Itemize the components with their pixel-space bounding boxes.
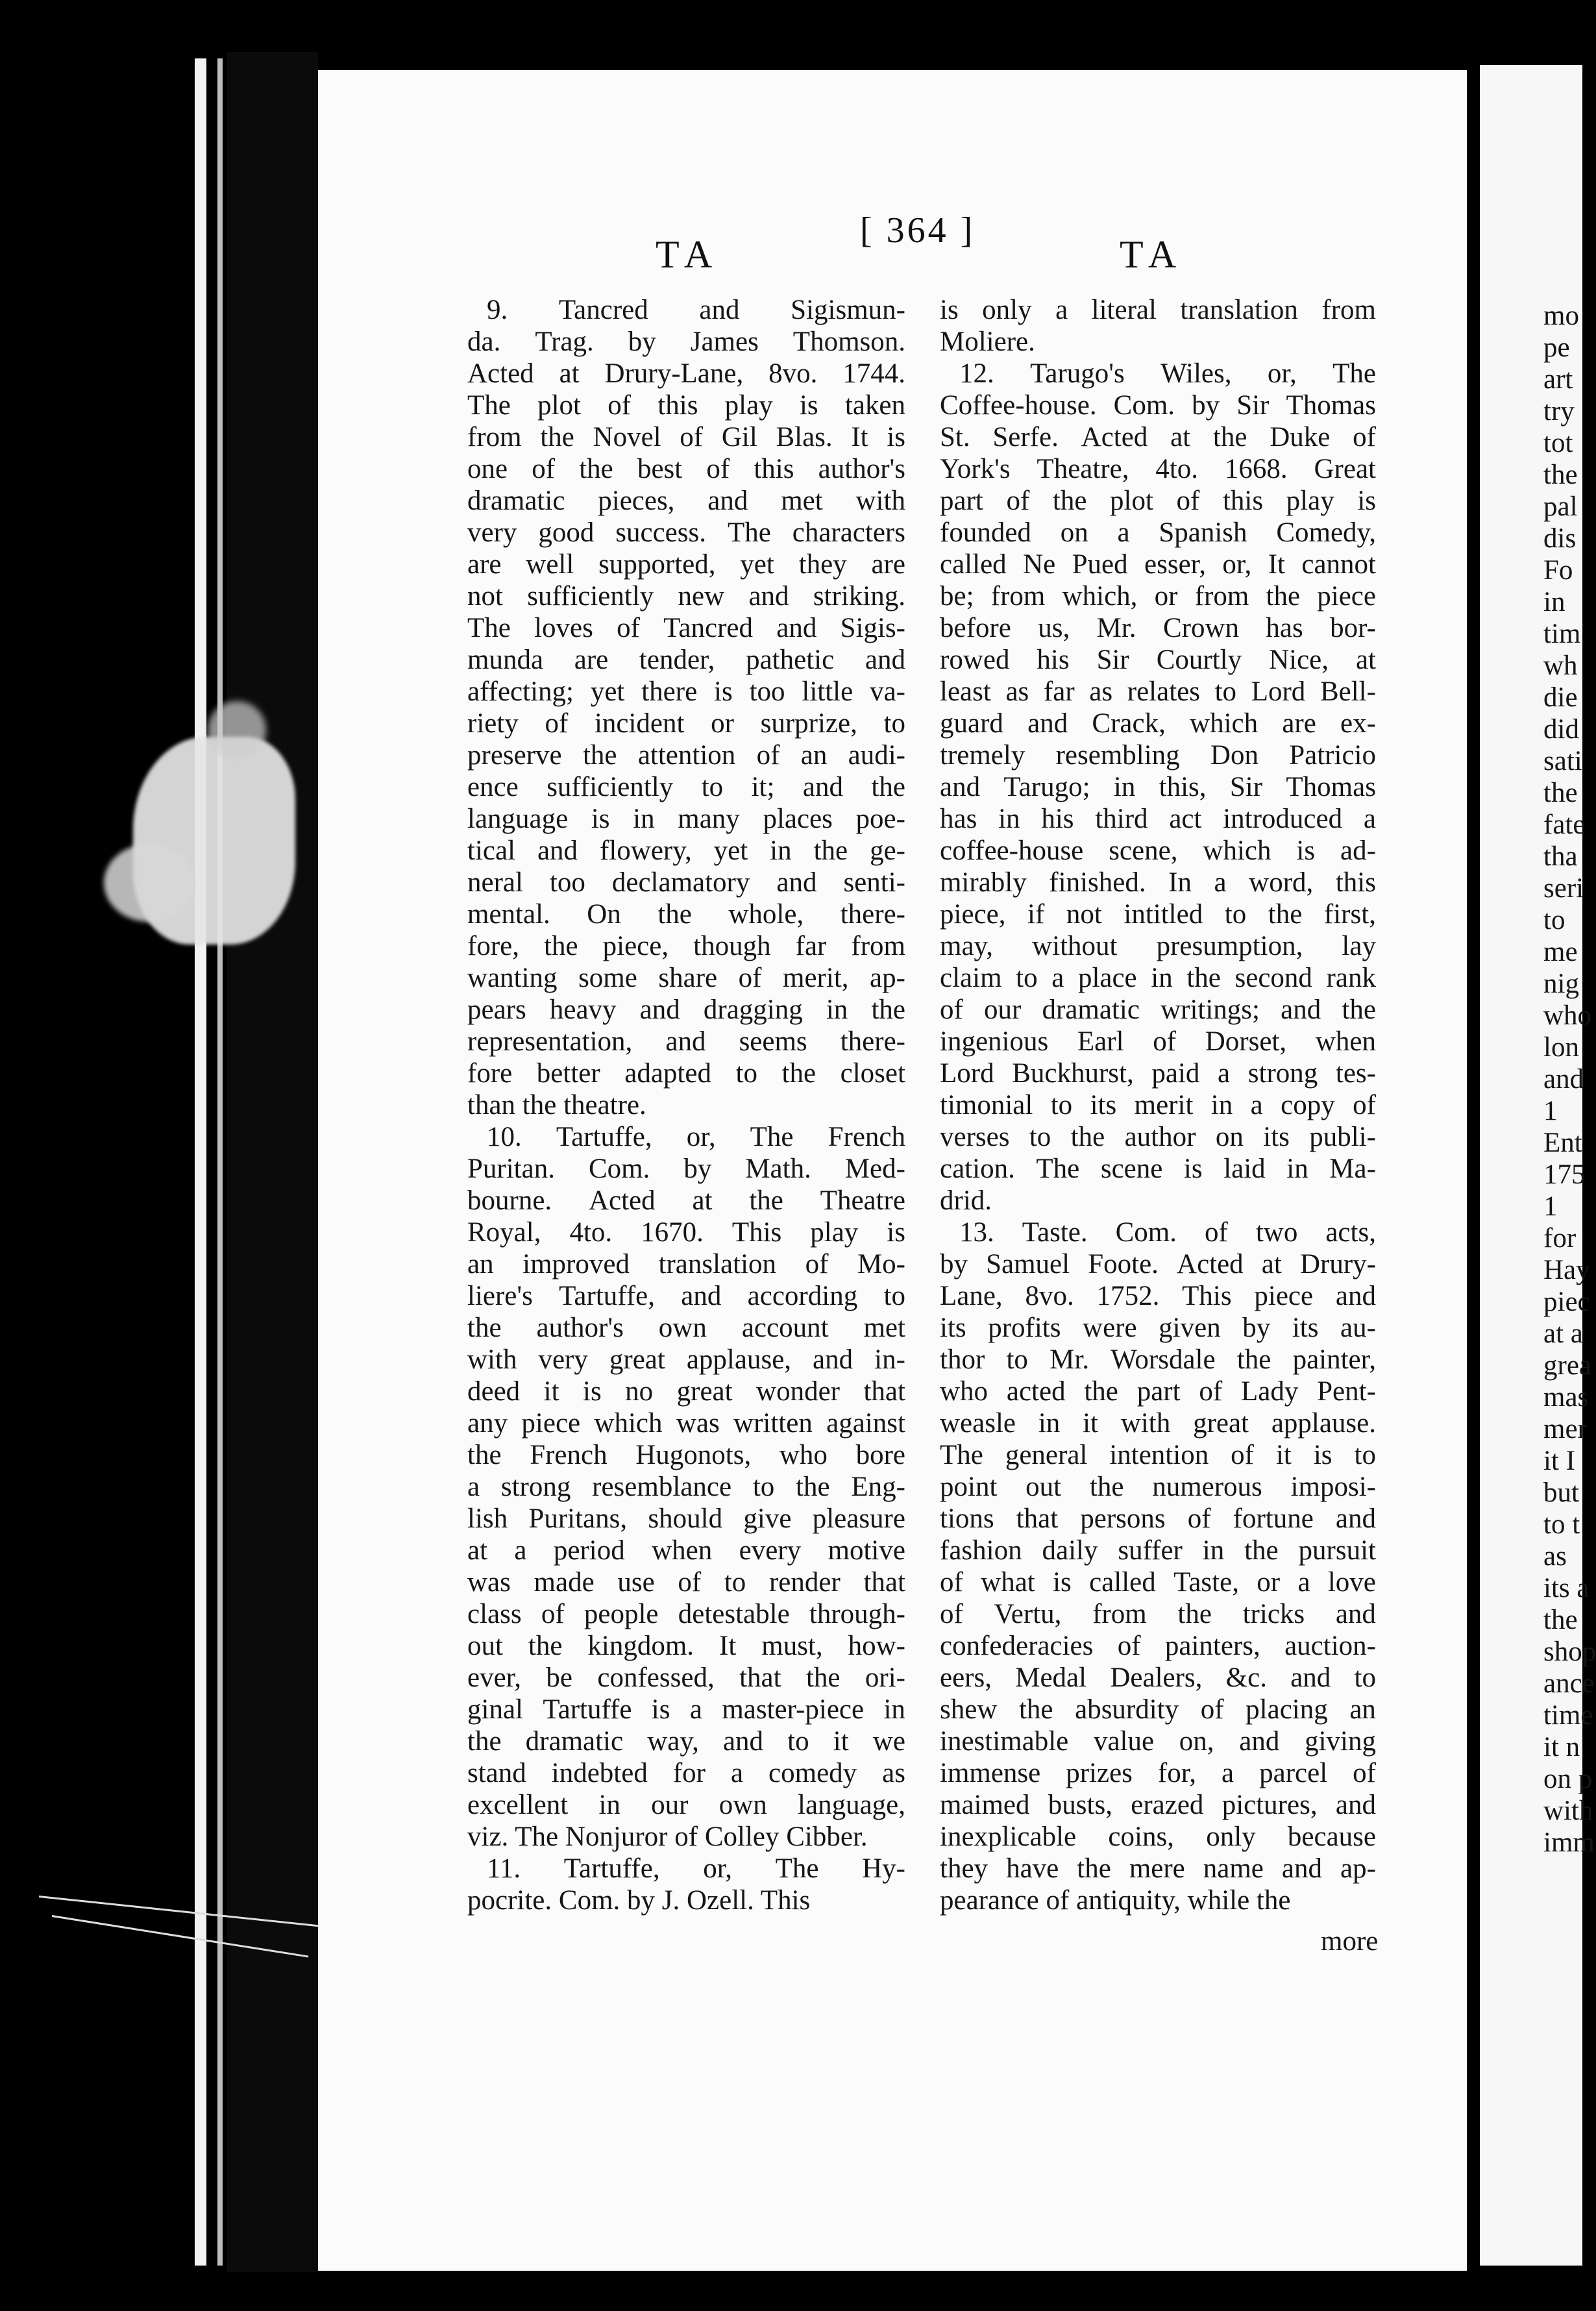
edge-text-fragment: die: [1543, 682, 1578, 713]
text-line: preserve the attention of an audi-: [467, 740, 905, 771]
text-line: timonial to its merit in a copy of: [940, 1090, 1376, 1120]
left-text-column: [467, 294, 905, 1916]
edge-text-fragment: to t: [1543, 1509, 1580, 1540]
text-line: excellent in our own language,: [467, 1790, 905, 1820]
edge-text-fragment: for: [1543, 1223, 1577, 1254]
text-line: from the Novel of Gil Blas. It is: [467, 422, 905, 452]
edge-text-fragment: nig: [1543, 969, 1579, 999]
edge-text-fragment: but: [1543, 1477, 1579, 1508]
text-line: Royal, 4to. 1670. This play is: [467, 1217, 905, 1248]
text-line: tical and flowery, yet in the ge-: [467, 835, 905, 866]
edge-text-fragment: it I: [1543, 1446, 1575, 1476]
book-gutter: [227, 52, 318, 2272]
text-line: bourne. Acted at the Theatre: [467, 1185, 905, 1216]
edge-text-fragment: tha: [1543, 841, 1578, 872]
text-line: The loves of Tancred and Sigis-: [467, 613, 905, 643]
text-line: and Tarugo; in this, Sir Thomas: [940, 772, 1376, 802]
text-line: with very great applause, and in-: [467, 1344, 905, 1375]
text-line: St. Serfe. Acted at the Duke of: [940, 422, 1376, 452]
torn-paper-fragment-2: [104, 844, 195, 922]
edge-text-fragment: pe: [1543, 332, 1570, 363]
text-line: coffee-house scene, which is ad-: [940, 835, 1376, 866]
text-line: lish Puritans, should give pleasure: [467, 1503, 905, 1534]
edge-text-fragment: shop: [1543, 1637, 1596, 1667]
running-head-right: TA: [1120, 233, 1185, 276]
text-line: confederacies of painters, auction-: [940, 1631, 1376, 1661]
text-line: pears heavy and dragging in the: [467, 995, 905, 1025]
text-line: Acted at Drury-Lane, 8vo. 1744.: [467, 358, 905, 389]
text-line: fore, the piece, though far from: [467, 931, 905, 961]
text-line: one of the best of this author's: [467, 454, 905, 484]
text-line: least as far as relates to Lord Bell-: [940, 676, 1376, 707]
text-line: York's Theatre, 4to. 1668. Great: [940, 454, 1376, 484]
edge-text-fragment: tim: [1543, 619, 1581, 649]
text-line: of Vertu, from the tricks and: [940, 1599, 1376, 1629]
text-line: cation. The scene is laid in Ma-: [940, 1154, 1376, 1184]
text-line: eers, Medal Dealers, &c. and to: [940, 1662, 1376, 1693]
edge-text-fragment: and: [1543, 1064, 1584, 1094]
edge-text-fragment: did: [1543, 714, 1579, 745]
text-line: piece, if not intitled to the first,: [940, 899, 1376, 930]
text-line: a strong resemblance to the Eng-: [467, 1472, 905, 1502]
edge-text-fragment: with: [1543, 1796, 1593, 1826]
edge-text-fragment: at a: [1543, 1318, 1583, 1349]
text-line: shew the absurdity of placing an: [940, 1694, 1376, 1725]
text-line: pocrite. Com. by J. Ozell. This: [467, 1885, 811, 1916]
text-line: than the theatre.: [467, 1090, 646, 1120]
edge-text-fragment: ance: [1543, 1668, 1595, 1699]
adjacent-page-text: [1543, 300, 1596, 1859]
text-line: liere's Tartuffe, and according to: [467, 1281, 905, 1311]
text-line: guard and Crack, which are ex-: [940, 708, 1376, 739]
edge-text-fragment: it n: [1543, 1732, 1580, 1762]
text-line: was made use of to render that: [467, 1567, 905, 1598]
edge-text-fragment: Ent: [1543, 1128, 1582, 1158]
edge-text-fragment: lon: [1543, 1032, 1579, 1063]
text-line: ingenious Earl of Dorset, when: [940, 1026, 1376, 1057]
text-line: viz. The Nonjuror of Colley Cibber.: [467, 1822, 868, 1852]
text-line: by Samuel Foote. Acted at Drury-: [940, 1249, 1376, 1279]
edge-text-fragment: try: [1543, 396, 1575, 426]
page-number: [ 364 ]: [860, 210, 976, 251]
text-line: ginal Tartuffe is a master-piece in: [467, 1694, 905, 1725]
text-line: 9. Tancred and Sigismun-: [487, 295, 905, 325]
text-line: they have the mere name and ap-: [940, 1853, 1376, 1884]
text-line: immense prizes for, a parcel of: [940, 1758, 1376, 1788]
edge-text-fragment: time: [1543, 1700, 1593, 1731]
text-line: representation, and seems there-: [467, 1026, 905, 1057]
edge-text-fragment: the: [1543, 778, 1578, 808]
text-line: Puritan. Com. by Math. Med-: [467, 1154, 905, 1184]
text-line: 10. Tartuffe, or, The French: [487, 1122, 905, 1152]
text-line: mirably finished. In a word, this: [940, 867, 1376, 898]
text-line: any piece which was written against: [467, 1408, 905, 1439]
edge-text-fragment: wh: [1543, 650, 1578, 681]
text-line: is only a literal translation from: [940, 295, 1376, 325]
text-line: munda are tender, pathetic and: [467, 645, 905, 675]
text-line: called Ne Pued esser, or, It cannot: [940, 549, 1376, 580]
text-line: riety of incident or surprize, to: [467, 708, 905, 739]
edge-text-fragment: Fo: [1543, 555, 1573, 586]
book-page: [318, 70, 1467, 2271]
text-line: of our dramatic writings; and the: [940, 995, 1376, 1025]
text-line: drid.: [940, 1185, 992, 1216]
edge-text-fragment: its a: [1543, 1573, 1590, 1603]
edge-text-fragment: fate: [1543, 809, 1586, 840]
text-line: The general intention of it is to: [940, 1440, 1376, 1470]
edge-text-fragment: mas: [1543, 1382, 1589, 1413]
text-line: 11. Tartuffe, or, The Hy-: [487, 1853, 905, 1884]
edge-text-fragment: grea: [1543, 1350, 1591, 1381]
text-line: pearance of antiquity, while the: [940, 1885, 1291, 1916]
edge-text-fragment: who: [1543, 1000, 1592, 1031]
text-line: founded on a Spanish Comedy,: [940, 517, 1376, 548]
text-line: before us, Mr. Crown has bor-: [940, 613, 1376, 643]
edge-text-fragment: dis: [1543, 523, 1577, 554]
text-line: point out the numerous imposi-: [940, 1472, 1376, 1502]
edge-text-fragment: imm: [1543, 1827, 1595, 1858]
edge-text-fragment: mer: [1543, 1414, 1587, 1444]
scan-edge-strip: [195, 58, 206, 2266]
text-line: the dramatic way, and to it we: [467, 1726, 905, 1757]
edge-text-fragment: the: [1543, 1605, 1578, 1635]
text-line: at a period when every motive: [467, 1535, 905, 1566]
edge-text-fragment: tot: [1543, 428, 1573, 458]
text-line: language is in many places poe-: [467, 804, 905, 834]
text-line: ence sufficiently to it; and the: [467, 772, 905, 802]
edge-text-fragment: on p: [1543, 1764, 1593, 1794]
running-head-left: TA: [656, 233, 720, 276]
edge-text-fragment: seri: [1543, 873, 1584, 904]
text-line: dramatic pieces, and met with: [467, 486, 905, 516]
edge-text-fragment: 1: [1543, 1096, 1558, 1126]
text-line: Moliere.: [940, 327, 1035, 357]
text-line: the author's own account met: [467, 1313, 905, 1343]
text-line: tions that persons of fortune and: [940, 1503, 1376, 1534]
text-line: its profits were given by its au-: [940, 1313, 1376, 1343]
text-line: maimed busts, erazed pictures, and: [940, 1790, 1376, 1820]
text-line: part of the plot of this play is: [940, 486, 1376, 516]
edge-text-fragment: piec: [1543, 1287, 1590, 1317]
text-line: 13. Taste. Com. of two acts,: [959, 1217, 1376, 1248]
text-line: inestimable value on, and giving: [940, 1726, 1376, 1757]
text-line: da. Trag. by James Thomson.: [467, 327, 905, 357]
text-line: are well supported, yet they are: [467, 549, 905, 580]
edge-text-fragment: Hay: [1543, 1255, 1590, 1285]
text-line: affecting; yet there is too little va-: [467, 676, 905, 707]
text-line: class of people detestable through-: [467, 1599, 905, 1629]
text-line: rowed his Sir Courtly Nice, at: [940, 645, 1376, 675]
text-line: of what is called Taste, or a love: [940, 1567, 1376, 1598]
text-line: very good success. The characters: [467, 517, 905, 548]
text-line: thor to Mr. Worsdale the painter,: [940, 1344, 1376, 1375]
edge-text-fragment: the: [1543, 460, 1578, 490]
text-line: Lord Buckhurst, paid a strong tes-: [940, 1058, 1376, 1089]
text-line: mental. On the whole, there-: [467, 899, 905, 930]
text-line: be; from which, or from the piece: [940, 581, 1376, 612]
text-line: The plot of this play is taken: [467, 390, 905, 421]
scan-edge-strip-2: [217, 58, 223, 2266]
text-line: deed it is no great wonder that: [467, 1376, 905, 1407]
text-line: fore better adapted to the closet: [467, 1058, 905, 1089]
text-line: the French Hugonots, who bore: [467, 1440, 905, 1470]
catchword: more: [1321, 1926, 1379, 1957]
edge-text-fragment: as: [1543, 1541, 1567, 1572]
text-line: weasle in it with great applause.: [940, 1408, 1376, 1439]
text-line: an improved translation of Mo-: [467, 1249, 905, 1279]
text-line: claim to a place in the second rank: [940, 963, 1376, 993]
edge-text-fragment: mo: [1543, 301, 1579, 331]
text-line: inexplicable coins, only because: [940, 1822, 1376, 1852]
text-line: 12. Tarugo's Wiles, or, The: [959, 358, 1376, 389]
edge-text-fragment: in: [1543, 587, 1565, 617]
text-line: wanting some share of merit, ap-: [467, 963, 905, 993]
right-text-column: [940, 294, 1376, 1916]
edge-text-fragment: me: [1543, 937, 1578, 967]
text-line: tremely resembling Don Patricio: [940, 740, 1376, 771]
text-line: neral too declamatory and senti-: [467, 867, 905, 898]
text-line: not sufficiently new and striking.: [467, 581, 905, 612]
edge-text-fragment: pal: [1543, 491, 1578, 522]
text-line: verses to the author on its publi-: [940, 1122, 1376, 1152]
edge-text-fragment: 175: [1543, 1159, 1586, 1190]
edge-text-fragment: 1: [1543, 1191, 1558, 1222]
text-line: fashion daily suffer in the pursuit: [940, 1535, 1376, 1566]
text-line: stand indebted for a comedy as: [467, 1758, 905, 1788]
text-line: who acted the part of Lady Pent-: [940, 1376, 1376, 1407]
edge-text-fragment: to: [1543, 905, 1565, 935]
edge-text-fragment: art: [1543, 364, 1573, 395]
torn-paper-fragment-3: [208, 701, 266, 760]
text-line: ever, be confessed, that the ori-: [467, 1662, 905, 1693]
text-line: Lane, 8vo. 1752. This piece and: [940, 1281, 1376, 1311]
text-line: has in his third act introduced a: [940, 804, 1376, 834]
text-line: Coffee-house. Com. by Sir Thomas: [940, 390, 1376, 421]
edge-text-fragment: sati: [1543, 746, 1582, 776]
text-line: may, without presumption, lay: [940, 931, 1376, 961]
text-line: out the kingdom. It must, how-: [467, 1631, 905, 1661]
